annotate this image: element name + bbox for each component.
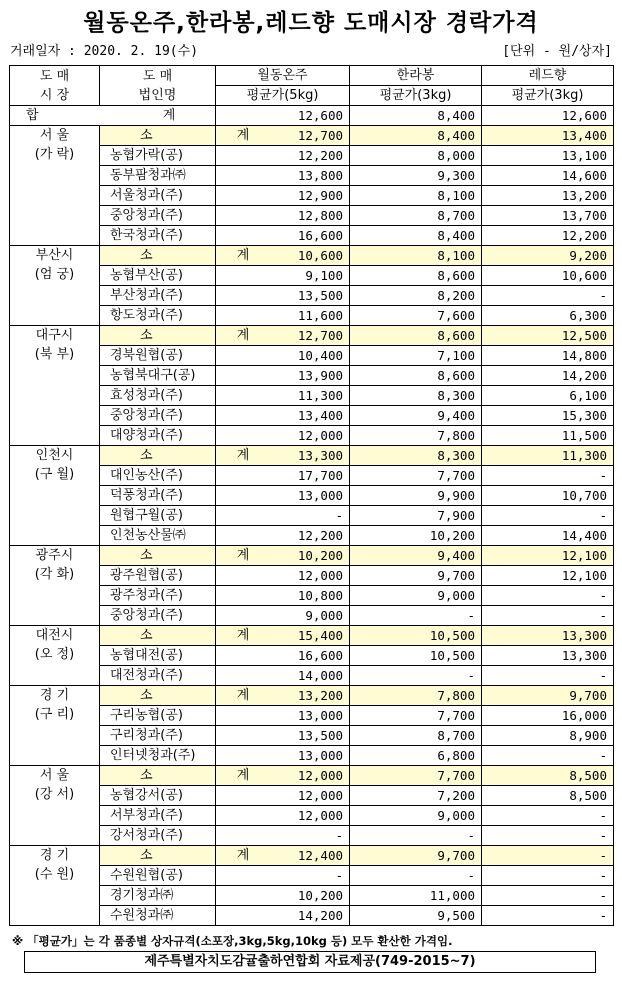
price-value: 13,200	[482, 186, 614, 206]
header-avg: 평균가(3kg)	[482, 86, 614, 106]
table-row	[10, 886, 614, 906]
price-value: 17,700	[216, 466, 350, 486]
table-row	[10, 286, 614, 306]
table-row	[10, 306, 614, 326]
total-value: 12,600	[482, 106, 614, 126]
price-value: 13,800	[216, 166, 350, 186]
table-row	[10, 386, 614, 406]
region-line: (오 정)	[34, 647, 75, 662]
price-value: 8,700	[350, 726, 482, 746]
table-row	[10, 486, 614, 506]
corp-name: 인터넷청과(주)	[100, 746, 216, 766]
subtotal-label: 소 계	[100, 766, 216, 786]
price-value: -	[350, 606, 482, 626]
subtotal-value: 12,100	[482, 546, 614, 566]
table-row	[10, 706, 614, 726]
market-region	[10, 846, 100, 926]
table-row	[10, 786, 614, 806]
subtotal-value: 7,800	[350, 686, 482, 706]
price-value: 12,200	[482, 226, 614, 246]
corp-name: 원협구월(공)	[100, 506, 216, 526]
price-value: 12,000	[216, 786, 350, 806]
table-row	[10, 506, 614, 526]
price-value: 12,200	[216, 146, 350, 166]
subtotal-value: 10,500	[350, 626, 482, 646]
price-value: 13,000	[216, 706, 350, 726]
price-value: 13,100	[482, 146, 614, 166]
trade-date: 거래일자 : 2020. 2. 19(수)	[10, 44, 199, 59]
corp-name: 대인농산(주)	[100, 466, 216, 486]
subtotal-value: 7,700	[350, 766, 482, 786]
market-region	[10, 546, 100, 626]
corp-name: 서부청과(주)	[100, 806, 216, 826]
price-value: 7,700	[350, 466, 482, 486]
header-corp: 도 매 법인명	[100, 66, 216, 106]
footnote: ※ 「평균가」는 각 품종별 상자규격(소포장,3kg,5kg,10kg 등) 모두 환산한 가격임.	[12, 934, 453, 948]
price-value: 9,900	[350, 486, 482, 506]
subtotal-value: 12,000	[216, 766, 350, 786]
subtotal-value: 9,400	[350, 546, 482, 566]
price-value: 12,000	[216, 566, 350, 586]
price-value: -	[482, 666, 614, 686]
price-value: -	[482, 826, 614, 846]
price-table	[9, 65, 614, 926]
table-row	[10, 406, 614, 426]
price-value: -	[482, 906, 614, 926]
price-value: 10,200	[350, 526, 482, 546]
price-value: -	[482, 286, 614, 306]
market-region	[10, 326, 100, 446]
price-value: -	[350, 866, 482, 886]
region-line: (구 월)	[34, 467, 75, 482]
subtotal-value: 13,200	[216, 686, 350, 706]
price-value: -	[482, 466, 614, 486]
corp-name: 한국청과(주)	[100, 226, 216, 246]
price-value: 10,800	[216, 586, 350, 606]
header-product: 한라봉	[350, 66, 482, 86]
price-value: -	[482, 806, 614, 826]
corp-name: 중앙청과(주)	[100, 406, 216, 426]
total-value: 12,600	[216, 106, 350, 126]
price-value: -	[482, 886, 614, 906]
price-value: 11,300	[216, 386, 350, 406]
corp-name: 경기청과㈜	[100, 886, 216, 906]
corp-name: 서울청과(주)	[100, 186, 216, 206]
region-line: 대구시	[35, 328, 74, 343]
header-product: 월동온주	[216, 66, 350, 86]
subtotal-value: 10,200	[216, 546, 350, 566]
subtotal-label: 소 계	[100, 546, 216, 566]
subtotal-label: 소 계	[100, 626, 216, 646]
subtotal-row	[10, 686, 614, 706]
corp-name: 인천농산물㈜	[100, 526, 216, 546]
subtotal-value: 9,200	[482, 246, 614, 266]
price-value: 10,400	[216, 346, 350, 366]
corp-name: 광주청과(주)	[100, 586, 216, 606]
table-row	[10, 526, 614, 546]
corp-name: 강서청과(주)	[100, 826, 216, 846]
header-market: 도 매 시 장	[10, 66, 100, 106]
subtotal-value: 12,400	[216, 846, 350, 866]
price-value: 11,600	[216, 306, 350, 326]
price-value: 13,300	[482, 646, 614, 666]
market-region	[10, 246, 100, 326]
region-line: 광주시	[35, 548, 74, 563]
region-line: (엄 궁)	[34, 267, 75, 282]
total-row	[10, 106, 614, 126]
price-value: 12,100	[482, 566, 614, 586]
subtotal-value: 8,400	[350, 126, 482, 146]
subtotal-value: 13,300	[216, 446, 350, 466]
price-value: 11,500	[482, 426, 614, 446]
subtotal-value: 13,300	[482, 626, 614, 646]
price-value: -	[482, 746, 614, 766]
price-value: 12,200	[216, 526, 350, 546]
price-value: 9,000	[350, 806, 482, 826]
table-row	[10, 466, 614, 486]
region-line: 경 기	[39, 848, 70, 863]
price-value: 13,000	[216, 486, 350, 506]
region-line: (각 화)	[34, 567, 75, 582]
header-avg: 평균가(5kg)	[216, 86, 350, 106]
corp-name: 구리청과(주)	[100, 726, 216, 746]
table-row	[10, 906, 614, 926]
price-value: 6,100	[482, 386, 614, 406]
table-row	[10, 206, 614, 226]
price-value: 7,100	[350, 346, 482, 366]
price-value: 8,700	[350, 206, 482, 226]
page-title: 월동온주,한라봉,레드향 도매시장 경락가격	[83, 10, 539, 36]
subtotal-row	[10, 546, 614, 566]
price-value: 7,700	[350, 706, 482, 726]
price-value: 13,500	[216, 726, 350, 746]
price-value: 9,700	[350, 566, 482, 586]
price-value: 13,500	[216, 286, 350, 306]
price-value: 15,300	[482, 406, 614, 426]
region-line: 경 기	[39, 688, 70, 703]
price-value: -	[216, 826, 350, 846]
subtotal-label: 소 계	[100, 326, 216, 346]
price-value: 10,600	[482, 266, 614, 286]
corp-name: 농협가락(공)	[100, 146, 216, 166]
price-value: 7,600	[350, 306, 482, 326]
subtotal-value: 10,600	[216, 246, 350, 266]
price-value: -	[216, 866, 350, 886]
price-value: 14,800	[482, 346, 614, 366]
table-row	[10, 606, 614, 626]
price-value: 7,200	[350, 786, 482, 806]
market-region	[10, 686, 100, 766]
price-value: 10,200	[216, 886, 350, 906]
region-line: (구 리)	[34, 707, 75, 722]
region-line: (북 부)	[34, 347, 75, 362]
subtotal-row	[10, 326, 614, 346]
price-value: 14,600	[482, 166, 614, 186]
price-value: -	[350, 826, 482, 846]
subtotal-value: -	[482, 846, 614, 866]
price-value: 8,100	[350, 186, 482, 206]
meta-row	[10, 40, 612, 58]
region-line: 부산시	[35, 248, 74, 263]
price-value: 9,000	[216, 606, 350, 626]
price-value: 9,400	[350, 406, 482, 426]
price-value: 12,000	[216, 806, 350, 826]
corp-name: 효성청과(주)	[100, 386, 216, 406]
price-value: 12,900	[216, 186, 350, 206]
price-value: 9,100	[216, 266, 350, 286]
subtotal-value: 9,700	[350, 846, 482, 866]
price-value: 6,800	[350, 746, 482, 766]
subtotal-value: 8,500	[482, 766, 614, 786]
table-body	[10, 106, 614, 926]
price-value: 8,600	[350, 266, 482, 286]
subtotal-row	[10, 126, 614, 146]
corp-name: 경북원협(공)	[100, 346, 216, 366]
price-value: 7,900	[350, 506, 482, 526]
subtotal-row	[10, 446, 614, 466]
corp-name: 동부팜청과㈜	[100, 166, 216, 186]
corp-name: 중앙청과(주)	[100, 206, 216, 226]
market-region	[10, 626, 100, 686]
source-credit: 제주특별자치도감귤출하연합회 자료제공(749-2015~7)	[24, 951, 596, 973]
table-row	[10, 346, 614, 366]
price-value: -	[482, 506, 614, 526]
subtotal-label: 소 계	[100, 846, 216, 866]
price-value: 13,700	[482, 206, 614, 226]
price-value: 16,600	[216, 226, 350, 246]
price-value: 10,700	[482, 486, 614, 506]
price-value: 9,000	[350, 586, 482, 606]
price-value: 9,500	[350, 906, 482, 926]
table-row	[10, 226, 614, 246]
table-row	[10, 166, 614, 186]
corp-name: 수원청과㈜	[100, 906, 216, 926]
price-value: 6,300	[482, 306, 614, 326]
table-row	[10, 266, 614, 286]
region-line: 인천시	[35, 448, 74, 463]
price-value: 14,000	[216, 666, 350, 686]
price-value: -	[216, 506, 350, 526]
table-row	[10, 666, 614, 686]
table-row	[10, 146, 614, 166]
corp-name: 농협대전(공)	[100, 646, 216, 666]
region-line: 대전시	[35, 628, 74, 643]
subtotal-value: 8,100	[350, 246, 482, 266]
price-value: 8,000	[350, 146, 482, 166]
price-value: 11,000	[350, 886, 482, 906]
subtotal-value: 11,300	[482, 446, 614, 466]
market-region	[10, 126, 100, 246]
subtotal-value: 12,700	[216, 326, 350, 346]
corp-name: 농협부산(공)	[100, 266, 216, 286]
table-row	[10, 586, 614, 606]
region-line: 서 울	[39, 768, 70, 783]
subtotal-label: 소 계	[100, 246, 216, 266]
total-value: 8,400	[350, 106, 482, 126]
price-value: 8,500	[482, 786, 614, 806]
price-value: 13,400	[216, 406, 350, 426]
corp-name: 중앙청과(주)	[100, 606, 216, 626]
corp-name: 농협북대구(공)	[100, 366, 216, 386]
corp-name: 농협강서(공)	[100, 786, 216, 806]
region-line: (수 원)	[34, 867, 75, 882]
price-value: 16,000	[482, 706, 614, 726]
total-label: 합 계	[10, 106, 216, 126]
corp-name: 수원원협(공)	[100, 866, 216, 886]
price-value: 12,800	[216, 206, 350, 226]
subtotal-row	[10, 846, 614, 866]
market-region	[10, 766, 100, 846]
region-line: 서 울	[39, 128, 70, 143]
price-value: 8,900	[482, 726, 614, 746]
subtotal-row	[10, 766, 614, 786]
subtotal-value: 9,700	[482, 686, 614, 706]
subtotal-value: 12,700	[216, 126, 350, 146]
corp-name: 부산청과(주)	[100, 286, 216, 306]
table-row	[10, 426, 614, 446]
subtotal-value: 8,300	[350, 446, 482, 466]
price-value: 7,800	[350, 426, 482, 446]
table-row	[10, 186, 614, 206]
table-row	[10, 646, 614, 666]
subtotal-value: 12,500	[482, 326, 614, 346]
corp-name: 대양청과(주)	[100, 426, 216, 446]
table-row	[10, 746, 614, 766]
unit-label: [단위 - 원/상자]	[502, 44, 612, 59]
price-value: -	[482, 866, 614, 886]
subtotal-label: 소 계	[100, 446, 216, 466]
subtotal-row	[10, 626, 614, 646]
table-row	[10, 866, 614, 886]
subtotal-value: 15,400	[216, 626, 350, 646]
price-value: 12,000	[216, 426, 350, 446]
subtotal-value: 8,600	[350, 326, 482, 346]
table-row	[10, 566, 614, 586]
price-value: 13,900	[216, 366, 350, 386]
price-value: 8,600	[350, 366, 482, 386]
region-line: (가 락)	[34, 147, 75, 162]
price-value: 8,400	[350, 226, 482, 246]
corp-name: 광주원협(공)	[100, 566, 216, 586]
corp-name: 대전청과(주)	[100, 666, 216, 686]
corp-name: 덕풍청과(주)	[100, 486, 216, 506]
price-value: 16,600	[216, 646, 350, 666]
price-value: 14,200	[216, 906, 350, 926]
table-row	[10, 806, 614, 826]
table-row	[10, 366, 614, 386]
subtotal-value: 13,400	[482, 126, 614, 146]
price-value: -	[482, 586, 614, 606]
subtotal-label: 소 계	[100, 126, 216, 146]
price-value: -	[482, 606, 614, 626]
subtotal-row	[10, 246, 614, 266]
corp-name: 항도청과(주)	[100, 306, 216, 326]
subtotal-label: 소 계	[100, 686, 216, 706]
region-line: (강 서)	[34, 787, 75, 802]
price-value: 10,500	[350, 646, 482, 666]
header-product: 레드향	[482, 66, 614, 86]
header-avg: 평균가(3kg)	[350, 86, 482, 106]
table-row	[10, 826, 614, 846]
market-region	[10, 446, 100, 546]
price-value: 8,200	[350, 286, 482, 306]
price-value: 14,200	[482, 366, 614, 386]
price-value: 9,300	[350, 166, 482, 186]
price-value: -	[350, 666, 482, 686]
price-value: 13,000	[216, 746, 350, 766]
corp-name: 구리농협(공)	[100, 706, 216, 726]
table-row	[10, 726, 614, 746]
price-value: 8,300	[350, 386, 482, 406]
price-value: 14,400	[482, 526, 614, 546]
